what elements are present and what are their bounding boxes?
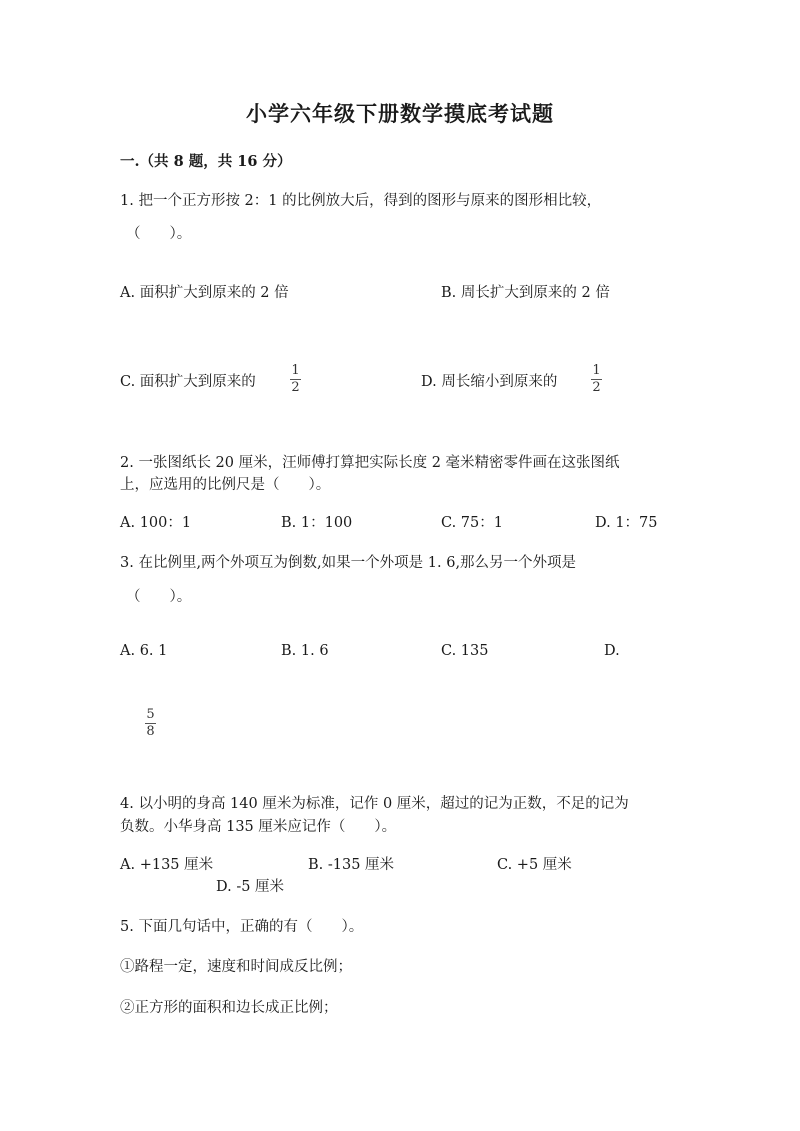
question-1-text: 1. 把一个正方形按 2：1 的比例放大后，得到的图形与原来的图形相比较，	[120, 193, 602, 209]
question-1-option-c: C. 面积扩大到原来的	[120, 374, 256, 390]
question-3-option-b: B. 1. 6	[281, 643, 329, 659]
question-2-option-c: C. 75：1	[441, 515, 503, 531]
question-4-text-cont: 负数。小华身高 135 厘米应记作（ ）。	[120, 819, 397, 835]
question-2-option-d: D. 1：75	[595, 515, 658, 531]
fraction-numerator: 5	[146, 707, 155, 722]
question-2-text-cont: 上，应选用的比例尺是（ ）。	[120, 477, 331, 493]
question-1-option-c-fraction	[290, 364, 301, 395]
fraction-denominator: 2	[291, 380, 300, 395]
question-5-statement-2: ②正方形的面积和边长成正比例；	[120, 1000, 338, 1016]
question-5-text: 5. 下面几句话中，正确的有（ ）。	[120, 919, 364, 935]
question-1-option-b: B. 周长扩大到原来的 2 倍	[441, 285, 610, 301]
question-2-text: 2. 一张图纸长 20 厘米，汪师傅打算把实际长度 2 毫米精密零件画在这张图纸	[120, 455, 620, 471]
question-2-option-b: B. 1：100	[281, 515, 353, 531]
question-1-blank: （ ）。	[126, 226, 192, 242]
question-4-text: 4. 以小明的身高 140 厘米为标准，记作 0 厘米，超过的记为正数，不足的记为	[120, 796, 629, 812]
question-4-option-b: B. -135 厘米	[308, 857, 395, 873]
question-1-option-a: A. 面积扩大到原来的 2 倍	[120, 285, 289, 301]
fraction-numerator: 1	[291, 363, 300, 378]
section-header: 一.（共 8 题，共 16 分）	[120, 153, 292, 170]
question-3-option-d-fraction	[145, 708, 156, 739]
fraction-denominator: 2	[592, 380, 601, 395]
question-3-option-d: D.	[604, 643, 620, 659]
fraction-numerator: 1	[592, 363, 601, 378]
question-1-option-d: D. 周长缩小到原来的	[421, 374, 558, 390]
fraction-denominator: 8	[146, 724, 155, 739]
question-3-option-c: C. 135	[441, 643, 489, 659]
question-4-option-c: C. +5 厘米	[497, 857, 572, 873]
question-2-option-a: A. 100：1	[120, 515, 192, 531]
question-4-option-d: D. -5 厘米	[216, 879, 285, 895]
question-5-statement-1: ①路程一定，速度和时间成反比例；	[120, 959, 352, 975]
question-3-blank: （ ）。	[126, 589, 192, 605]
page-title: 小学六年级下册数学摸底考试题	[246, 101, 554, 126]
question-4-option-a: A. +135 厘米	[120, 857, 214, 873]
question-3-text: 3. 在比例里,两个外项互为倒数,如果一个外项是 1. 6,那么另一个外项是	[120, 555, 577, 571]
question-1-option-d-fraction	[591, 364, 602, 395]
question-3-option-a: A. 6. 1	[120, 643, 168, 659]
